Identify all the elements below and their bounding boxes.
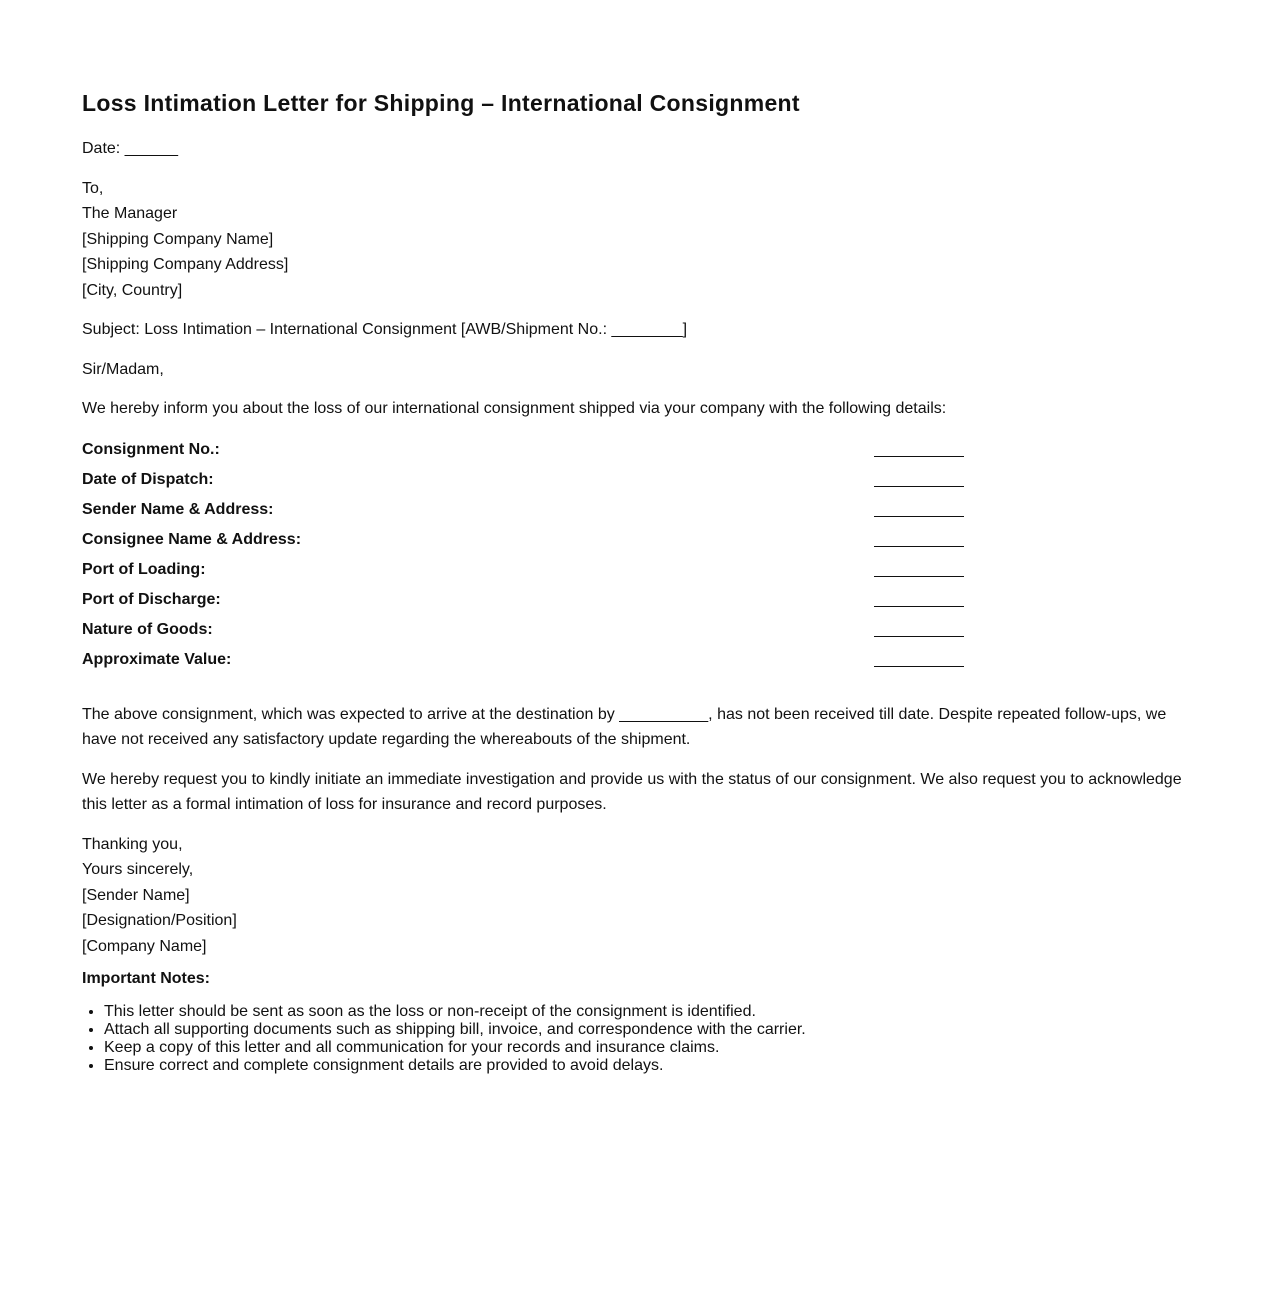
- letter-title: Loss Intimation Letter for Shipping – International Consignment: [82, 90, 800, 116]
- detail-row: [82, 650, 964, 680]
- list-item: • Attach all supporting documents such as shipping bill, invoice, and correspondence with the carrier.: [104, 1021, 1192, 1039]
- detail-label: Consignee Name & Address:: [82, 530, 302, 548]
- sender-name: [Sender Name]: [82, 886, 190, 904]
- detail-row: [82, 590, 964, 620]
- detail-blank: [874, 576, 964, 577]
- list-item: • Keep a copy of this letter and all communication for your records and insurance claims.: [104, 1039, 1192, 1057]
- detail-label: Approximate Value:: [82, 650, 232, 668]
- list-item: • Ensure correct and complete consignment details are provided to avoid delays.: [104, 1057, 1192, 1075]
- detail-blank: [874, 456, 964, 457]
- date-line: Date: ______: [82, 140, 179, 157]
- detail-blank: [874, 516, 964, 517]
- detail-label: Port of Loading:: [82, 560, 206, 578]
- detail-label: Sender Name & Address:: [82, 500, 274, 518]
- sender-designation: [Designation/Position]: [82, 912, 237, 929]
- subject-line: Subject: Loss Intimation – International Consignment [AWB/Shipment No.: ________]: [82, 321, 688, 338]
- salutation: Sir/Madam,: [82, 360, 164, 378]
- detail-label: Port of Discharge:: [82, 590, 221, 608]
- detail-row: [82, 470, 964, 500]
- detail-label: Consignment No.:: [82, 440, 220, 458]
- sender-company: [Company Name]: [82, 937, 207, 955]
- detail-blank: [874, 666, 964, 667]
- notes-list: [82, 1003, 1192, 1075]
- detail-label: Date of Dispatch:: [82, 470, 214, 488]
- detail-row: [82, 530, 964, 560]
- detail-blank: [874, 546, 964, 547]
- recipient-name: The Manager: [82, 205, 178, 222]
- body-paragraph-2: We hereby request you to kindly initiate an immediate investigation and provide us with the status of our consignment. We also request you to acknowledge this letter as a formal intimation of loss for insurance and record purposes.: [82, 770, 1182, 813]
- detail-blank: [874, 636, 964, 637]
- body-paragraph-1: The above consignment, which was expected to arrive at the destination by __________, has not been received till date. Despite repeated follow-ups, we have not received any satisfactory update regarding the whereabouts of the shipment.: [82, 705, 1167, 748]
- closing-block: [82, 832, 1192, 960]
- detail-row: [82, 500, 964, 530]
- detail-label: Nature of Goods:: [82, 620, 213, 638]
- detail-blank: [874, 486, 964, 487]
- recipient-to: To,: [82, 179, 104, 197]
- consignment-details: [82, 440, 964, 680]
- intro-paragraph: We hereby inform you about the loss of our international consignment shipped via your company with the following details:: [82, 400, 947, 417]
- recipient-city: [City, Country]: [82, 281, 183, 299]
- notes-title: Important Notes:: [82, 970, 210, 987]
- detail-row: [82, 620, 964, 650]
- closing-thanks: Thanking you,: [82, 835, 183, 853]
- closing-signoff: Yours sincerely,: [82, 861, 194, 878]
- recipient-company: [Shipping Company Name]: [82, 230, 274, 248]
- detail-row: [82, 560, 964, 590]
- detail-row: [82, 440, 964, 470]
- recipient-street: [Shipping Company Address]: [82, 256, 289, 273]
- detail-blank: [874, 606, 964, 607]
- list-item: • This letter should be sent as soon as the loss or non-receipt of the consignment is identified.: [104, 1003, 1192, 1021]
- recipient-address: [82, 176, 1192, 304]
